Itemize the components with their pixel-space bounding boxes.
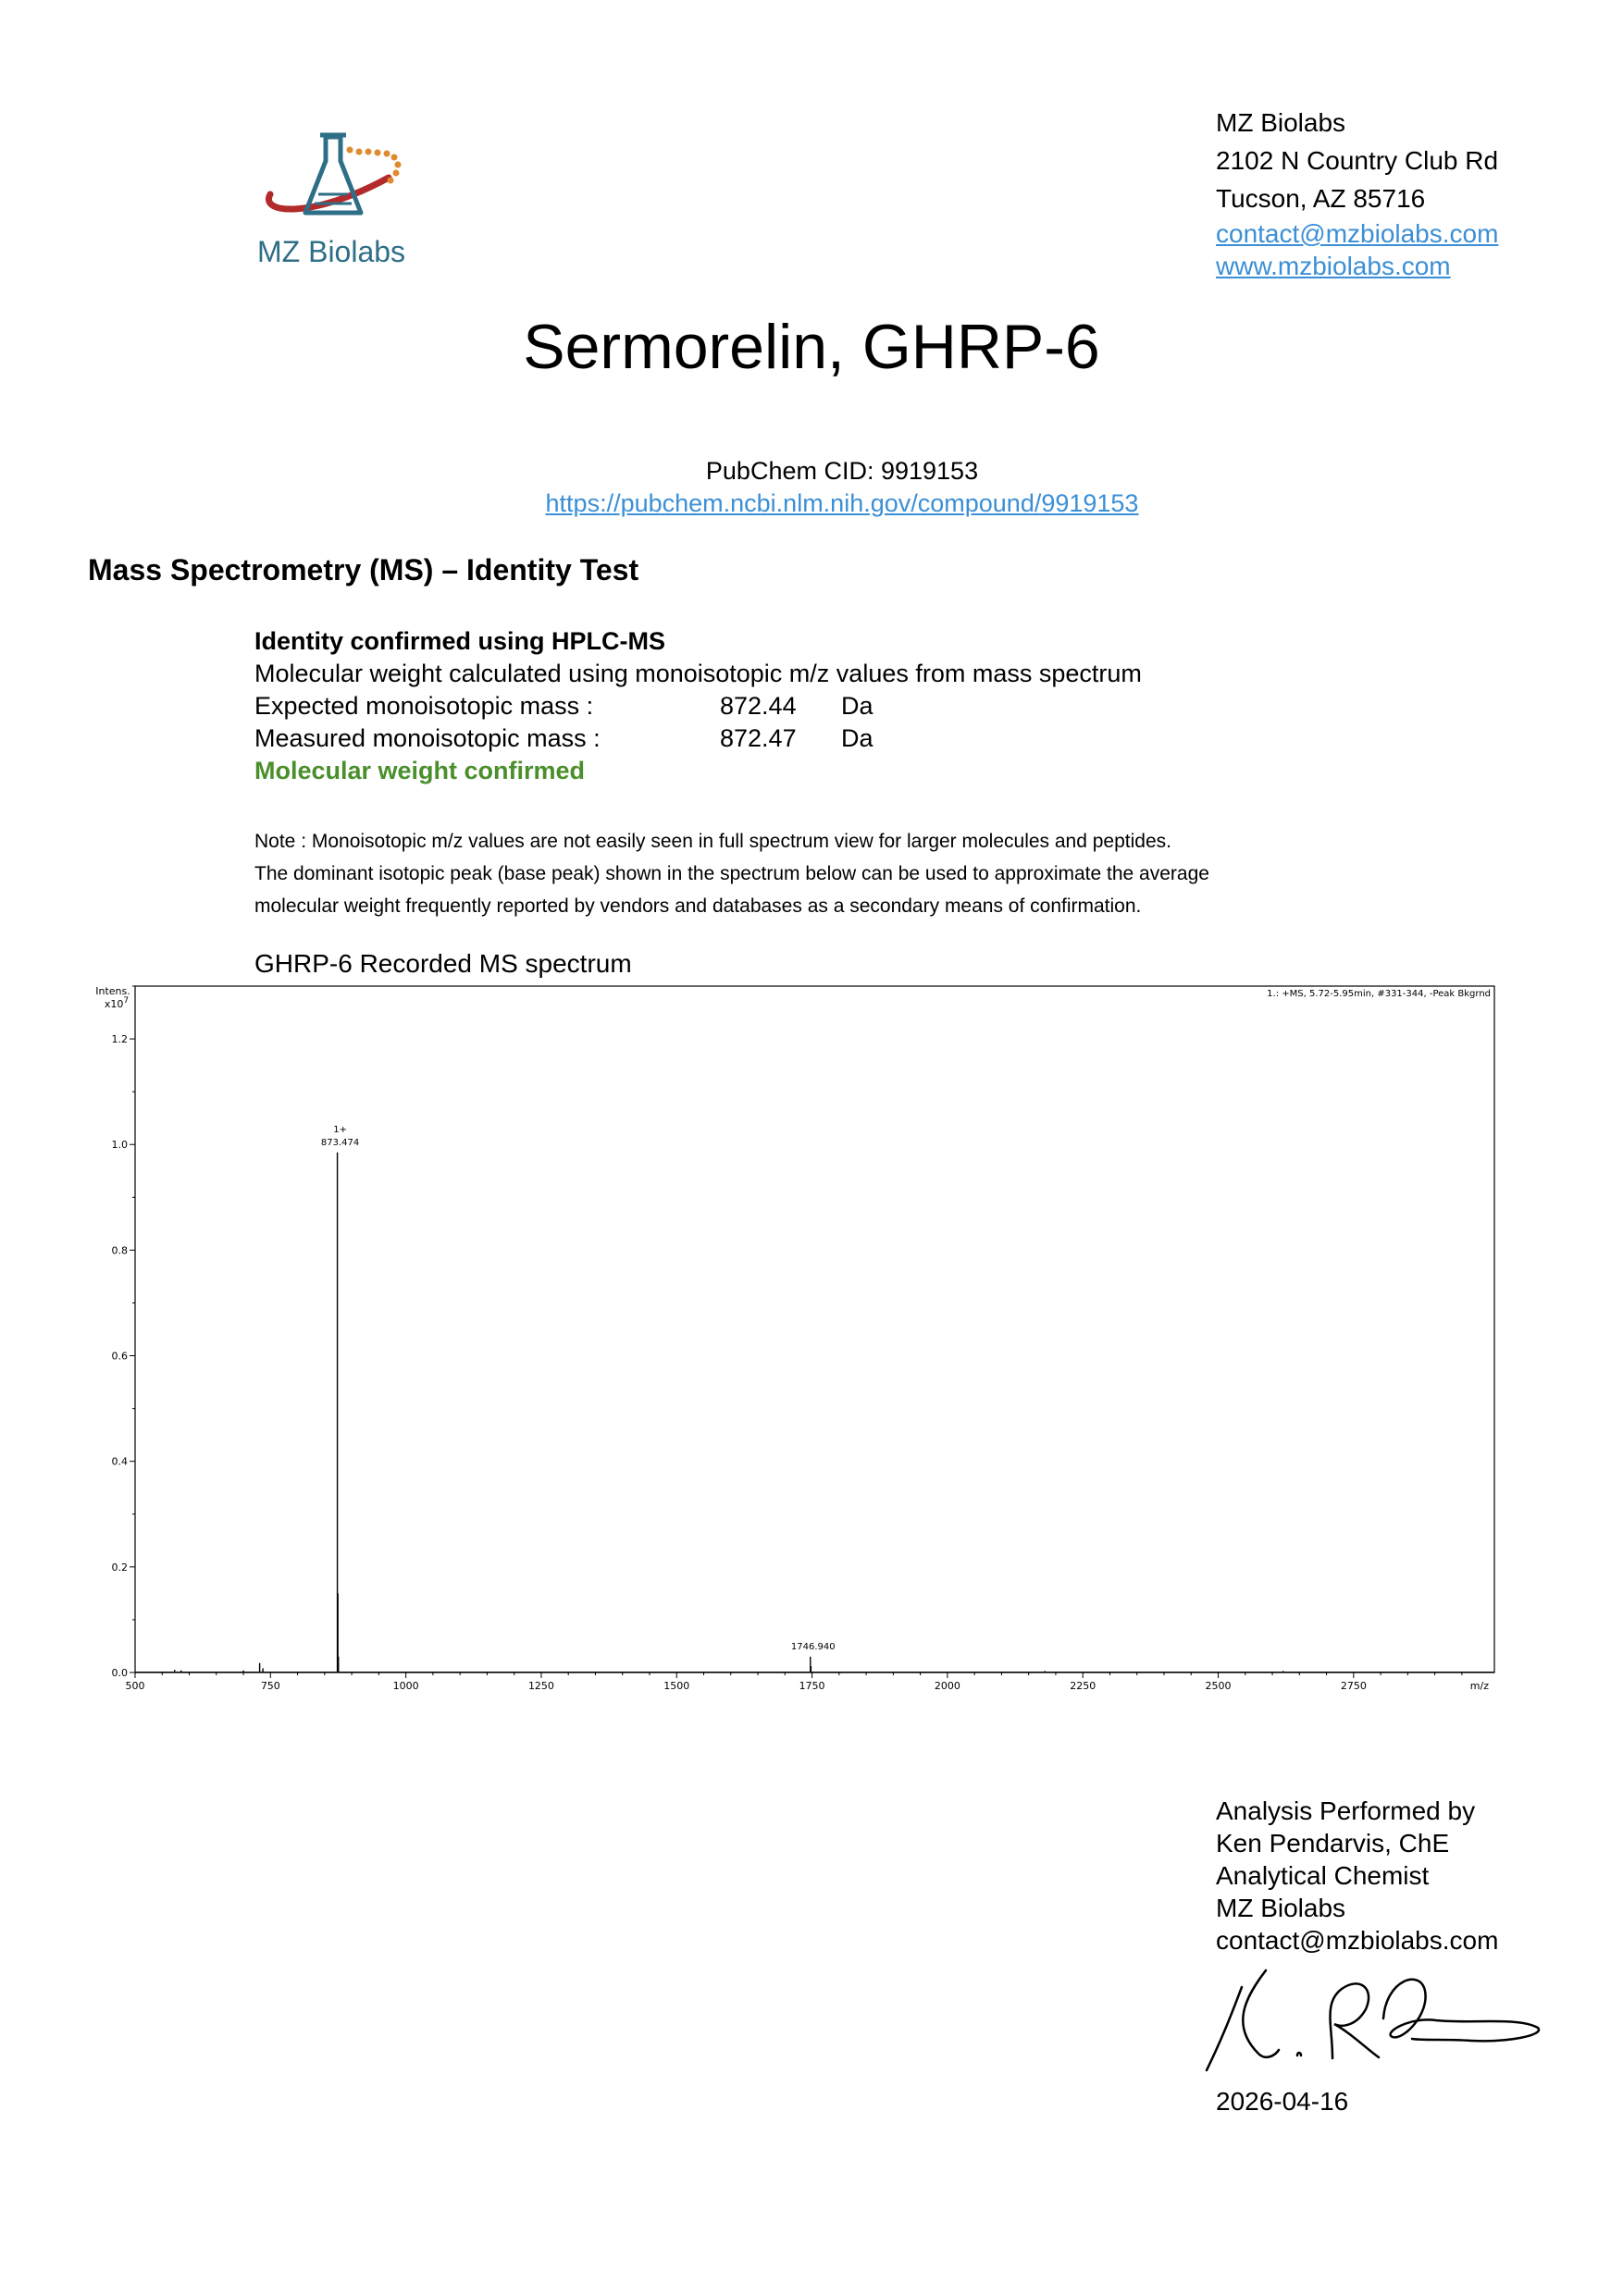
expected-mass-row [254,690,1142,722]
note-block [254,825,1209,922]
note-line-2: The dominant isotopic peak (base peak) shown in the spectrum below can be used to approximate the average [254,863,1209,884]
peak-mz-label: 873.474 [320,1137,360,1148]
company-address [1216,104,1498,282]
logo-dots [347,147,402,184]
expected-mass-label: Expected monoisotopic mass : [254,692,594,720]
note-line-1: Note : Monoisotopic m/z values are not easily seen in full spectrum view for larger molecules and peptides. [254,831,1171,852]
x-tick-label: 1250 [527,1680,554,1692]
pubchem-cid: PubChem CID: 9919153 [705,457,979,485]
expected-mass-unit: Da [841,692,873,720]
note-line-3: molecular weight frequently reported by vendors and databases as a secondary means of confirmation. [254,895,1142,917]
section-title: Mass Spectrometry (MS) – Identity Test [88,553,639,586]
handwritten-signature [1194,1961,1545,2081]
spectrum-peaks [135,1153,1494,1673]
analyst-block [1216,1795,1498,1957]
identity-heading: Identity confirmed using HPLC-MS [254,627,666,655]
y-tick-label: 0.6 [111,1350,128,1363]
analyst-name: Ken Pendarvis, ChE [1216,1829,1450,1858]
peak-charge-label: 1+ [333,1124,347,1135]
y-tick-label: 0.4 [111,1455,128,1468]
y-axis-label-line1: Intens. [95,985,130,997]
analyst-company: MZ Biolabs [1216,1894,1346,1922]
y-axis-label-line2: $x10^7$ [104,996,130,1010]
analyst-line-1: Analysis Performed by [1216,1796,1476,1825]
measured-mass-row [254,722,1142,755]
address-line-1: MZ Biolabs [1216,108,1346,137]
analyst-title: Analytical Chemist [1216,1861,1430,1890]
logo-text: MZ Biolabs [257,235,406,268]
analyst-email: contact@mzbiolabs.com [1216,1926,1499,1955]
x-tick-label: 1500 [663,1680,690,1692]
spectrum-title: GHRP-6 Recorded MS spectrum [254,949,632,978]
chart-header-text: 1.: +MS, 5.72-5.95min, #331-344, -Peak Bkgrnd [1267,989,1491,999]
plot-frame [135,986,1494,1673]
measured-mass-label: Measured monoisotopic mass : [254,724,601,752]
peak-annotations [321,1125,836,1652]
x-tick-label: 2500 [1205,1680,1232,1692]
measured-mass-value: 872.47 [720,724,797,752]
y-axis-exponent: 7 [123,996,130,1006]
y-tick-label: 0.8 [111,1244,128,1257]
address-line-3: Tucson, AZ 85716 [1216,184,1426,213]
x-tick-label: 2000 [934,1680,960,1692]
peak-mz-label: 1746.940 [790,1641,836,1652]
x-tick-label: 2750 [1340,1680,1367,1692]
identity-description: Molecular weight calculated using monoisotopic m/z values from mass spectrum [254,660,1142,687]
pubchem-link[interactable]: https://pubchem.ncbi.nlm.nih.gov/compound/9919153 [545,489,1139,517]
identity-block [254,625,1142,787]
pubchem-block [0,455,1623,520]
address-line-2: 2102 N Country Club Rd [1216,146,1499,175]
x-tick-label: 1000 [392,1680,419,1692]
x-tick-label: 2250 [1070,1680,1096,1692]
measured-mass-unit: Da [841,724,873,752]
y-tick-label: 1.2 [111,1033,128,1046]
x-tick-label: 1750 [799,1680,825,1692]
x-tick-label: 500 [125,1680,145,1692]
y-axis-ticks [112,986,136,1679]
x-axis-ticks [126,1673,1462,1692]
y-tick-label: 1.0 [111,1139,128,1152]
confirmation-result: Molecular weight confirmed [254,757,586,784]
expected-mass-value: 872.44 [720,692,797,720]
x-tick-label: 750 [260,1680,280,1692]
x-axis-label: m/z [1469,1680,1489,1692]
report-date: 2026-04-16 [1216,2087,1349,2116]
y-tick-label: 0.0 [111,1667,128,1679]
y-tick-label: 0.2 [111,1561,128,1574]
page-title: Sermorelin, GHRP-6 [523,312,1100,382]
website-link[interactable]: www.mzbiolabs.com [1216,252,1451,280]
ms-spectrum-chart [88,981,1504,1693]
email-link[interactable]: contact@mzbiolabs.com [1216,219,1499,248]
